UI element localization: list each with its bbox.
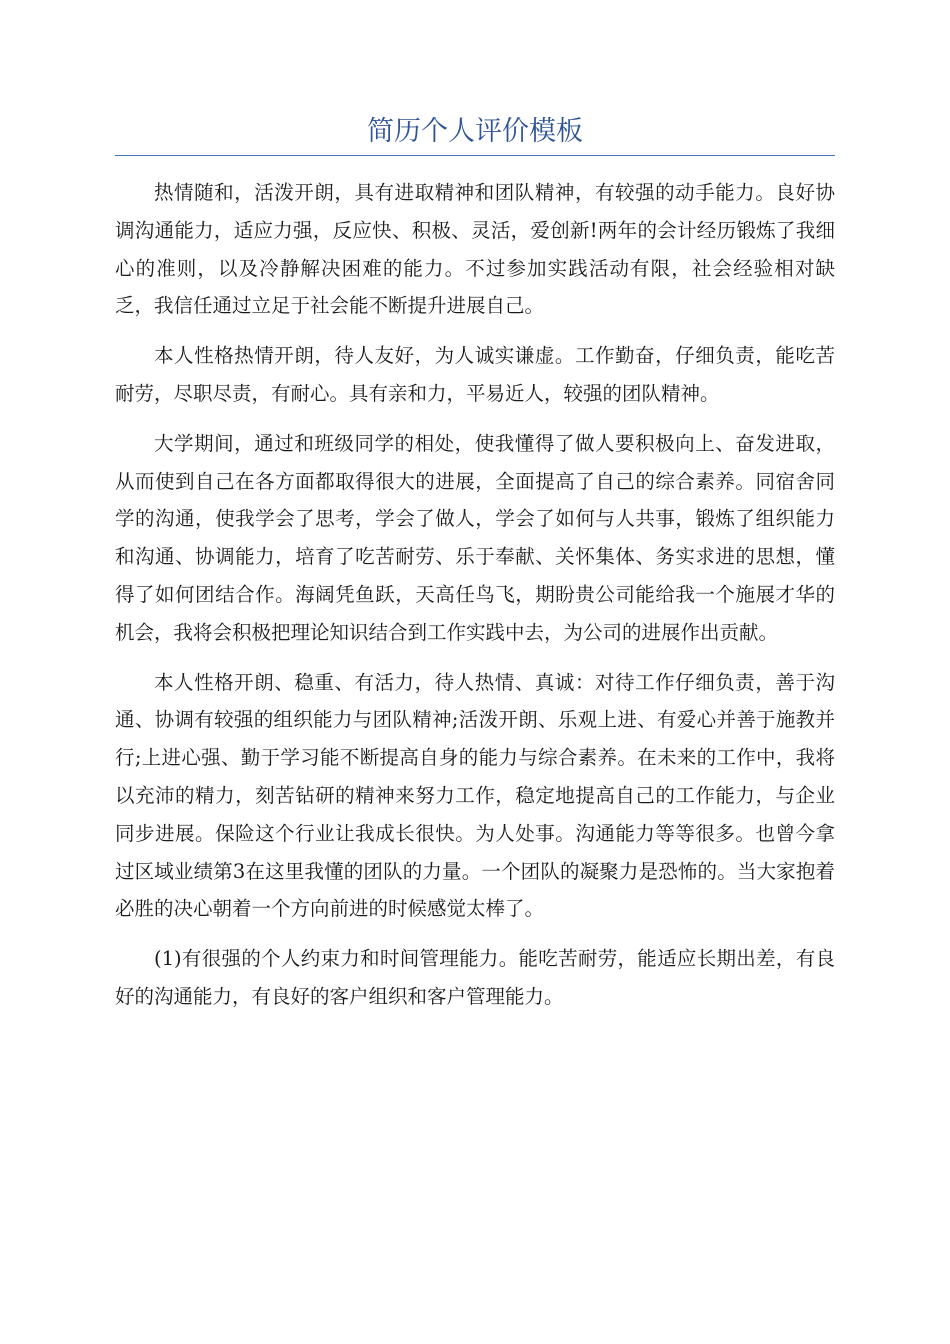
paragraph-3: 大学期间，通过和班级同学的相处，使我懂得了做人要积极向上、奋发进取，从而使到自己在各方面都取得很大的进展，全面提高了自己的综合素养。同宿舍同学的沟通，使我学会了思考，学会了做人，学会了如何与人共事，锻炼了组织能力和沟通、协调能力，培育了吃苦耐劳、乐于奉献、关怀集体、务实求进的思想，懂得了如何团结合作。海阔凭鱼跃，天高任鸟飞，期盼贵公司能给我一个施展才华的机会，我将会积极把理论知识结合到工作实践中去，为公司的进展作出贡献。 — [115, 431, 835, 644]
document-body — [115, 174, 835, 1028]
document-title: 简历个人评价模板 — [367, 116, 583, 147]
paragraph-5: (1)有很强的个人约束力和时间管理能力。能吃苦耐劳，能适应长期出差，有良好的沟通能力，有良好的客户组织和客户管理能力。 — [115, 947, 835, 1008]
paragraph-2: 本人性格热情开朗，待人友好，为人诚实谦虚。工作勤奋，仔细负责，能吃苦耐劳，尽职尽责，有耐心。具有亲和力，平易近人，较强的团队精神。 — [115, 344, 835, 405]
paragraph-4: 本人性格开朗、稳重、有活力，待人热情、真诚：对待工作仔细负责，善于沟通、协调有较强的组织能力与团队精神;活泼开朗、乐观上进、有爱心并善于施教并行;上进心强、勤于学习能不断提高自身的能力与综合素养。在未来的工作中，我将以充沛的精力，刻苦钻研的精神来努力工作，稳定地提高自己的工作能力，与企业同步进展。保险这个行业让我成长很快。为人处事。沟通能力等等很多。也曾今拿过区域业绩第3在这里我懂的团队的力量。一个团队的凝聚力是恐怖的。当大家抱着必胜的决心朝着一个方向前进的时候感觉太棒了。 — [115, 670, 835, 921]
title-underline — [115, 155, 835, 156]
paragraph-1: 热情随和，活泼开朗，具有进取精神和团队精神，有较强的动手能力。良好协调沟通能力，适应力强，反应快、积极、灵活，爱创新!两年的会计经历锻炼了我细心的准则，以及冷静解决困难的能力。不过参加实践活动有限，社会经验相对缺乏，我信任通过立足于社会能不断提升进展自己。 — [115, 181, 835, 318]
